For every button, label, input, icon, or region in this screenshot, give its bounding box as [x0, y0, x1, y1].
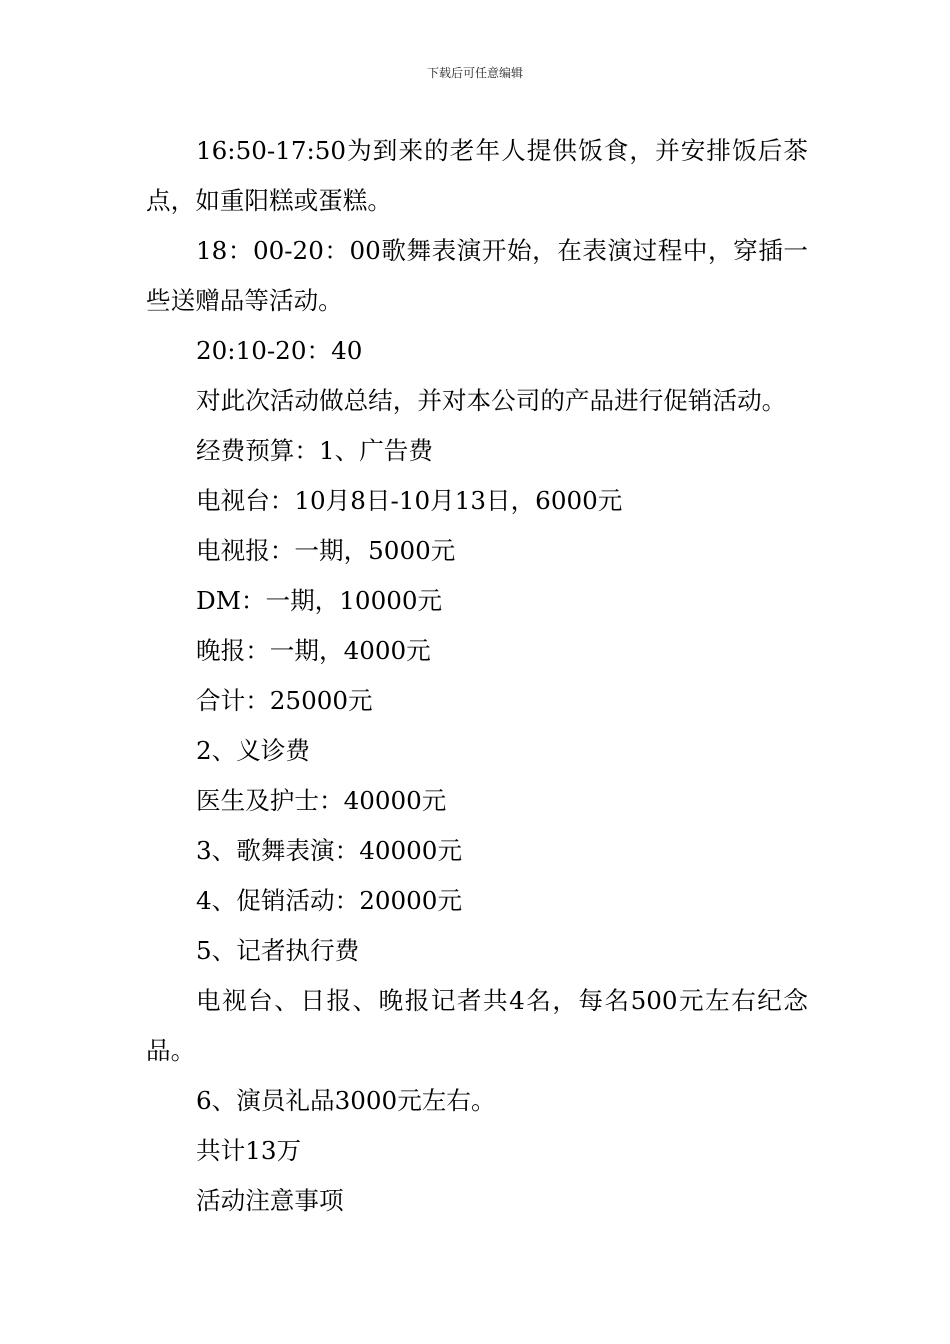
paragraph-promotion-cost: 4、促销活动：20000元 [196, 886, 463, 915]
paragraph-clinic-staff: 医生及护士：40000元 [196, 786, 447, 815]
paragraph-budget-dm: DM：一期，10000元 [196, 586, 443, 615]
paragraph-summary-desc: 对此次活动做总结，并对本公司的产品进行促销活动。 [196, 386, 787, 415]
paragraph-summary-time: 20:10-20：40 [196, 336, 363, 365]
paragraph-budget-heading: 经费预算：1、广告费 [196, 436, 433, 465]
paragraph-performance-schedule: 18：00-20：00歌舞表演开始，在表演过程中，穿插一些送赠品等活动。 [146, 236, 808, 315]
paragraph-clinic-heading: 2、义诊费 [196, 736, 311, 765]
paragraph-reporter-gifts: 电视台、日报、晚报记者共4名，每名500元左右纪念品。 [146, 986, 808, 1065]
paragraph-reporter-heading: 5、记者执行费 [196, 936, 360, 965]
paragraph-performance-cost: 3、歌舞表演：40000元 [196, 836, 463, 865]
paragraph-budget-evening-paper: 晚报：一期，4000元 [196, 636, 431, 665]
paragraph-actor-gifts: 6、演员礼品3000元左右。 [196, 1086, 496, 1115]
paragraph-notes-heading: 活动注意事项 [196, 1186, 344, 1215]
paragraph-grand-total: 共计13万 [196, 1136, 302, 1165]
paragraph-budget-tv-paper: 电视报：一期，5000元 [196, 536, 456, 565]
paragraph-budget-ad-total: 合计：25000元 [196, 686, 373, 715]
document-body [146, 126, 808, 1226]
page-header: 下载后可任意编辑 [426, 66, 523, 80]
paragraph-meal-schedule: 16:50-17:50为到来的老年人提供饭食，并安排饭后茶点，如重阳糕或蛋糕。 [146, 136, 808, 215]
paragraph-budget-tv: 电视台：10月8日-10月13日，6000元 [196, 486, 623, 515]
